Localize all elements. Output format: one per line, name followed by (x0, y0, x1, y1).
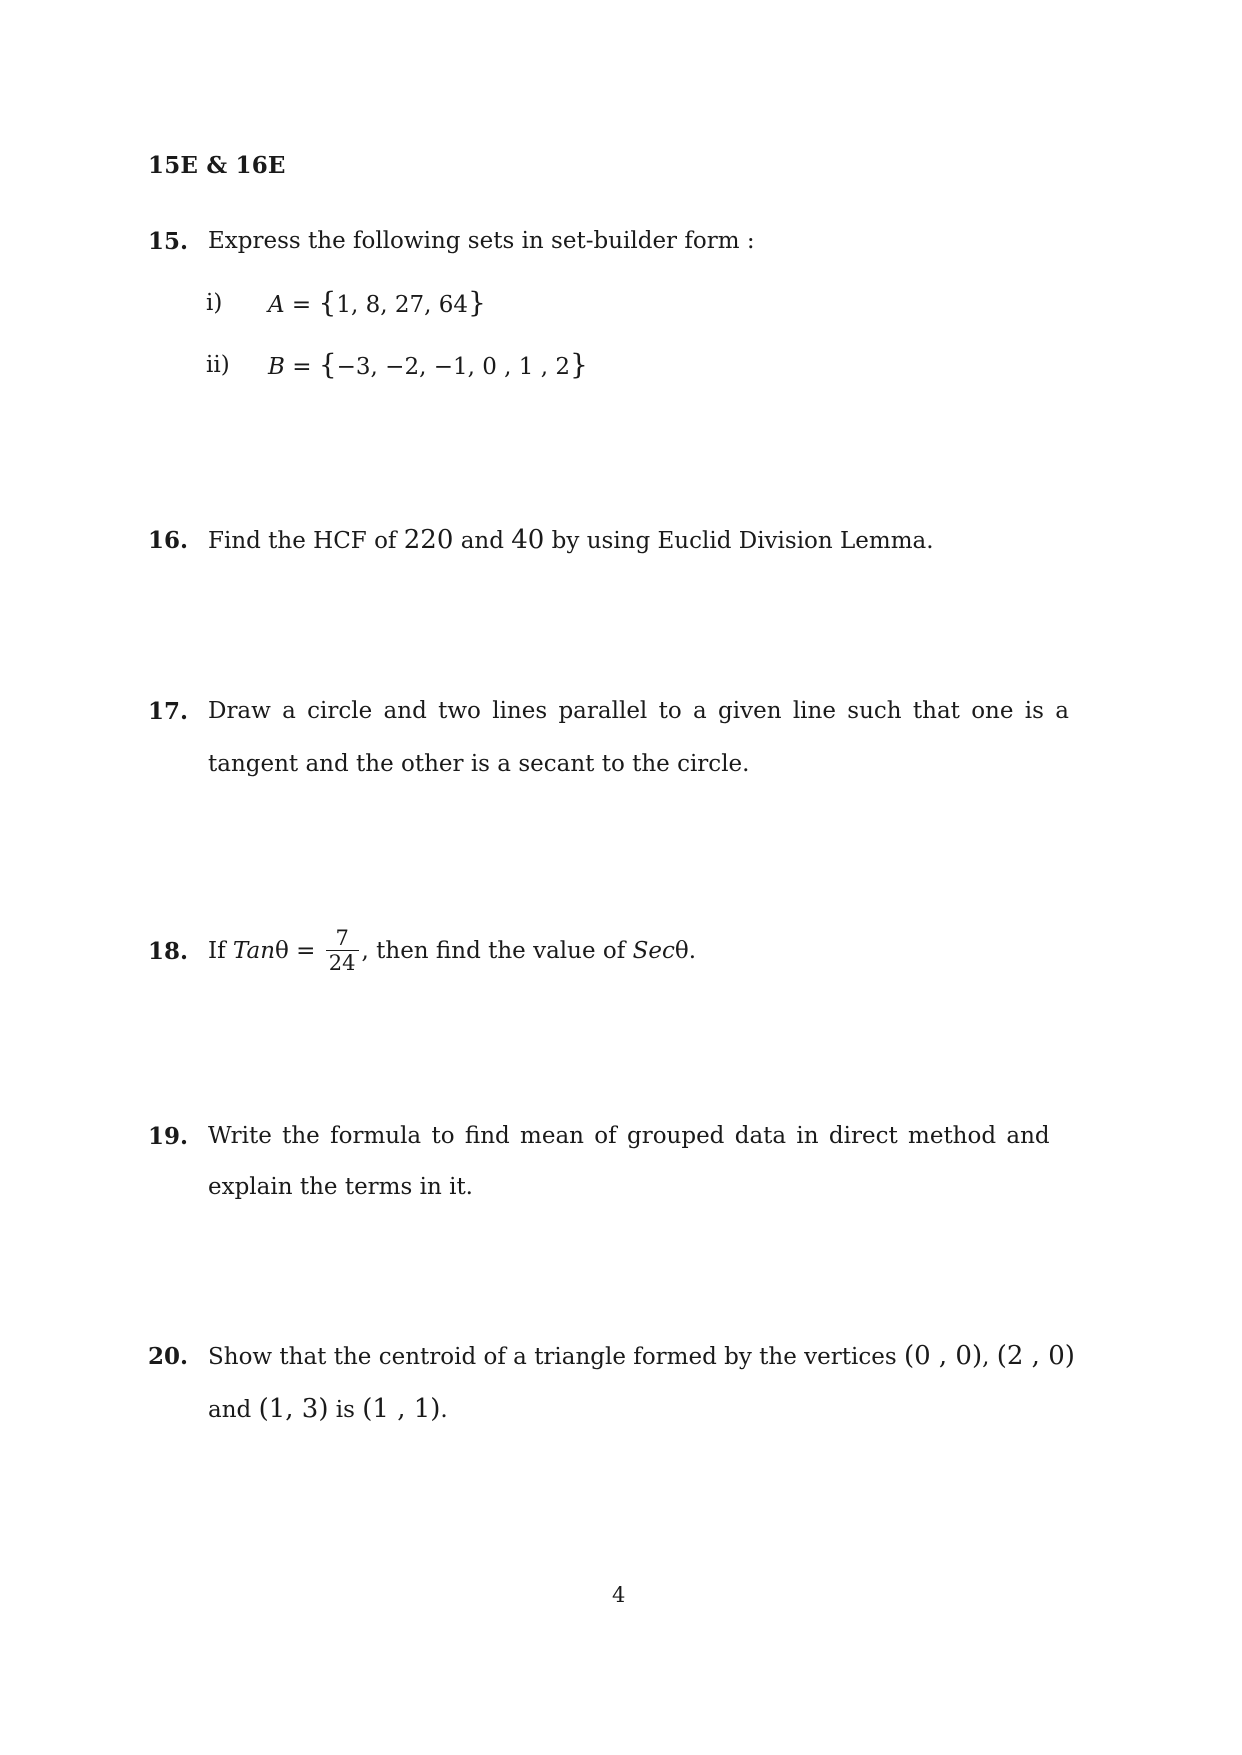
close-brace: } (468, 286, 486, 319)
question-text-line-2: explain the terms in it. (208, 1174, 473, 1200)
point-2-0: (2 , 0) (996, 1341, 1075, 1371)
text-segment: If (208, 938, 233, 964)
set-variable: B (268, 354, 285, 380)
question-number: 15. (148, 228, 189, 255)
text-segment: . (440, 1397, 448, 1423)
set-expression (268, 288, 486, 320)
text-segment: is (328, 1397, 363, 1423)
theta-symbol: θ (674, 938, 689, 964)
equals-sign: = (284, 354, 319, 380)
text-segment: , (982, 1344, 997, 1370)
point-0-0: (0 , 0) (903, 1341, 983, 1371)
point-1-1: (1 , 1) (362, 1394, 441, 1424)
text-segment: Find the HCF of (208, 528, 404, 554)
paper-code-header: 15E & 16E (148, 152, 286, 179)
point-1-3: (1, 3) (258, 1394, 329, 1424)
question-number: 19. (148, 1123, 189, 1150)
question-text-line-1 (208, 1330, 1088, 1384)
question-text: Express the following sets in set-builder form : (208, 228, 755, 254)
question-number: 16. (148, 527, 189, 554)
equals-sign: = (284, 292, 319, 318)
text-segment: Show that the centroid of a triangle formed by the vertices (208, 1344, 904, 1370)
text-segment: , then find the value of (361, 938, 633, 964)
equals-sign: = (288, 938, 323, 964)
set-elements: 1, 8, 27, 64 (336, 292, 469, 318)
theta-symbol: θ (275, 938, 289, 964)
open-brace: { (318, 286, 337, 319)
question-text (208, 925, 1088, 978)
part-label: ii) (206, 352, 230, 378)
fraction-numerator: 7 (326, 926, 359, 951)
question-number: 20. (148, 1343, 189, 1370)
text-segment: by using Euclid Division Lemma. (544, 528, 934, 554)
fraction-denominator: 24 (328, 950, 356, 975)
text-segment: and (453, 528, 512, 554)
question-number: 18. (148, 938, 189, 965)
open-brace: { (318, 348, 337, 381)
set-variable: A (268, 292, 285, 318)
tan-function: Tan (232, 938, 276, 964)
question-text-line-1: Draw a circle and two lines parallel to a given line such that one is a (208, 698, 1069, 724)
set-elements: −3, −2, −1, 0 , 1 , 2 (336, 354, 570, 380)
question-text-line-2: tangent and the other is a secant to the circle. (208, 751, 750, 777)
close-brace: } (570, 348, 588, 381)
number-40: 40 (511, 525, 545, 555)
question-number: 17. (148, 698, 189, 725)
set-expression (268, 350, 588, 382)
page-number: 4 (612, 1583, 626, 1607)
text-segment: and (208, 1397, 259, 1423)
question-text-line-1: Write the formula to find mean of grouped data in direct method and (208, 1123, 1050, 1149)
sec-function: Sec (632, 938, 675, 964)
number-220: 220 (403, 525, 454, 555)
text-segment: . (688, 938, 696, 964)
question-text-line-2 (208, 1383, 1088, 1437)
question-text (208, 514, 1088, 568)
part-label: i) (206, 290, 223, 316)
fraction (326, 926, 359, 975)
